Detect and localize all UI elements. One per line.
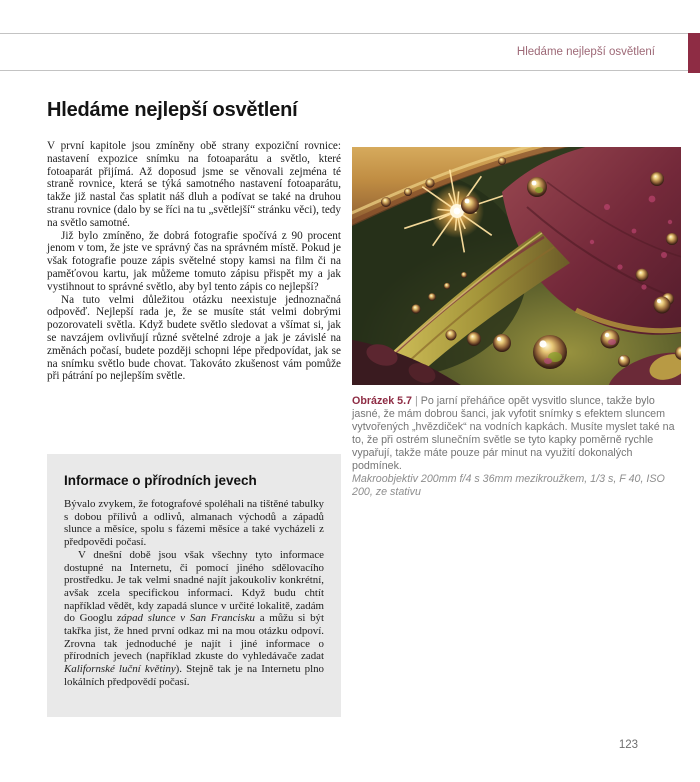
infobox-text: V dnešní době jsou však všechny tyto informace dostupné na Internetu, či pomocí jiného sdělovacího prostředku. Je tak velmi snadné najít jakoukoliv konkrétní, avšak zcela specifickou informaci. Když budu chtít například vědět, kdy zapadá slunce v určité lokalitě, zadám do Googlu [64,548,324,625]
figure-tech-note: Makroobjektiv 200mm f/4 s 36mm mezikroužkem, 1/3 s, F 40, ISO 200, ze stativu [352,473,665,499]
chapter-tab-marker [688,33,700,73]
infobox-text: ). Stejně tak je na Internetu plno lokálních předpovědí počasí. [64,663,324,688]
infobox-paragraph [64,549,324,689]
page-title: Hledáme nejlepší osvětlení [47,99,298,121]
search-phrase-italic: západ slunce v San Francisku [116,612,255,625]
flower-macro-photo [352,147,681,385]
infobox-text: a můžu si být takřka jist, že hned první odkaz mi na mou otázku odpoví. Zrovna tak jednoduché je najít i jiné informace o přírodních jevech (například zkuste do vyhledávače zadat [64,612,325,663]
body-paragraph: V první kapitole jsou zmíněny obě strany expoziční rovnice: nastavení expozice snímku na fotoaparátu a světlo, které fotoaparát přijímá. Až doposud jsme se věnovali zejména té straně rovnice, která se týká samotného nastavení fotoaparátu, takže již nastal čas splatit náš dluh a podívat se také na druhou stranu rovnice (dalo by se říci na tu „světlejší“ stránku věci), tedy na světlo samotné. [47,140,341,229]
caption-text: Po jarní přeháňce opět vysvitlo slunce, takže bylo jasné, že mám dobrou šanci, jak vyfotit snímky s efektem sluncem vytvořených „hvězdiček“ na vodních kapkách. Musíte myslet také na to, že při ostrém slunečním světle se tyto kapky poměrně rychle vypařují, takže máte pouze pár minut na využití dokonalých podmínek. [352,395,675,472]
caption-separator: | [412,395,421,407]
page-number: 123 [618,739,638,751]
search-phrase-italic: Kalifornské luční květiny [64,663,176,676]
page-header [0,33,700,71]
running-head: Hledáme nejlepší osvětlení [516,46,655,58]
figure-label: Obrázek 5.7 [352,395,413,407]
flower-photo-illustration [352,147,681,385]
body-paragraph: Na tuto velmi důležitou otázku neexistuje jednoznačná odpověď. Nejlepší rada je, že se musíte stát velmi dobrými pozorovateli světla. Když budete světlo sledovat a všímat si, jak se navzájem ovlivňují různé světelné zdroje a jak je závislé na změnách počasí, budete později schopni lépe předpovídat, jak se na snímku světlo bude chovat. Takováto zkušenost vám pomůže při pátrání po nejlepším světle. [47,293,341,383]
figure-caption [352,395,683,499]
infobox-natural-phenomena [47,454,341,717]
body-column [47,140,341,383]
infobox-paragraph: Bývalo zvykem, že fotografové spoléhali na tištěné tabulky s dobou přílivů a odlivů, almanach východů a západů slunce a měsíce, spolu s fázemi měsíce a také vycházeli z předpovědi počasí. [64,498,324,549]
body-paragraph: Již bylo zmíněno, že dobrá fotografie spočívá z 90 procent jenom v tom, že jste ve správný čas na správném místě. Pokud je však fotografie pouze zápis světelné stopy kamsi na film či na paměťovou kartu, jak můžeme tomuto zápisu přispět my a jak vystihnout to správné světlo, aby byl tento zápis co nejlepší? [47,229,341,293]
infobox-title: Informace o přírodních jevech [64,473,257,488]
